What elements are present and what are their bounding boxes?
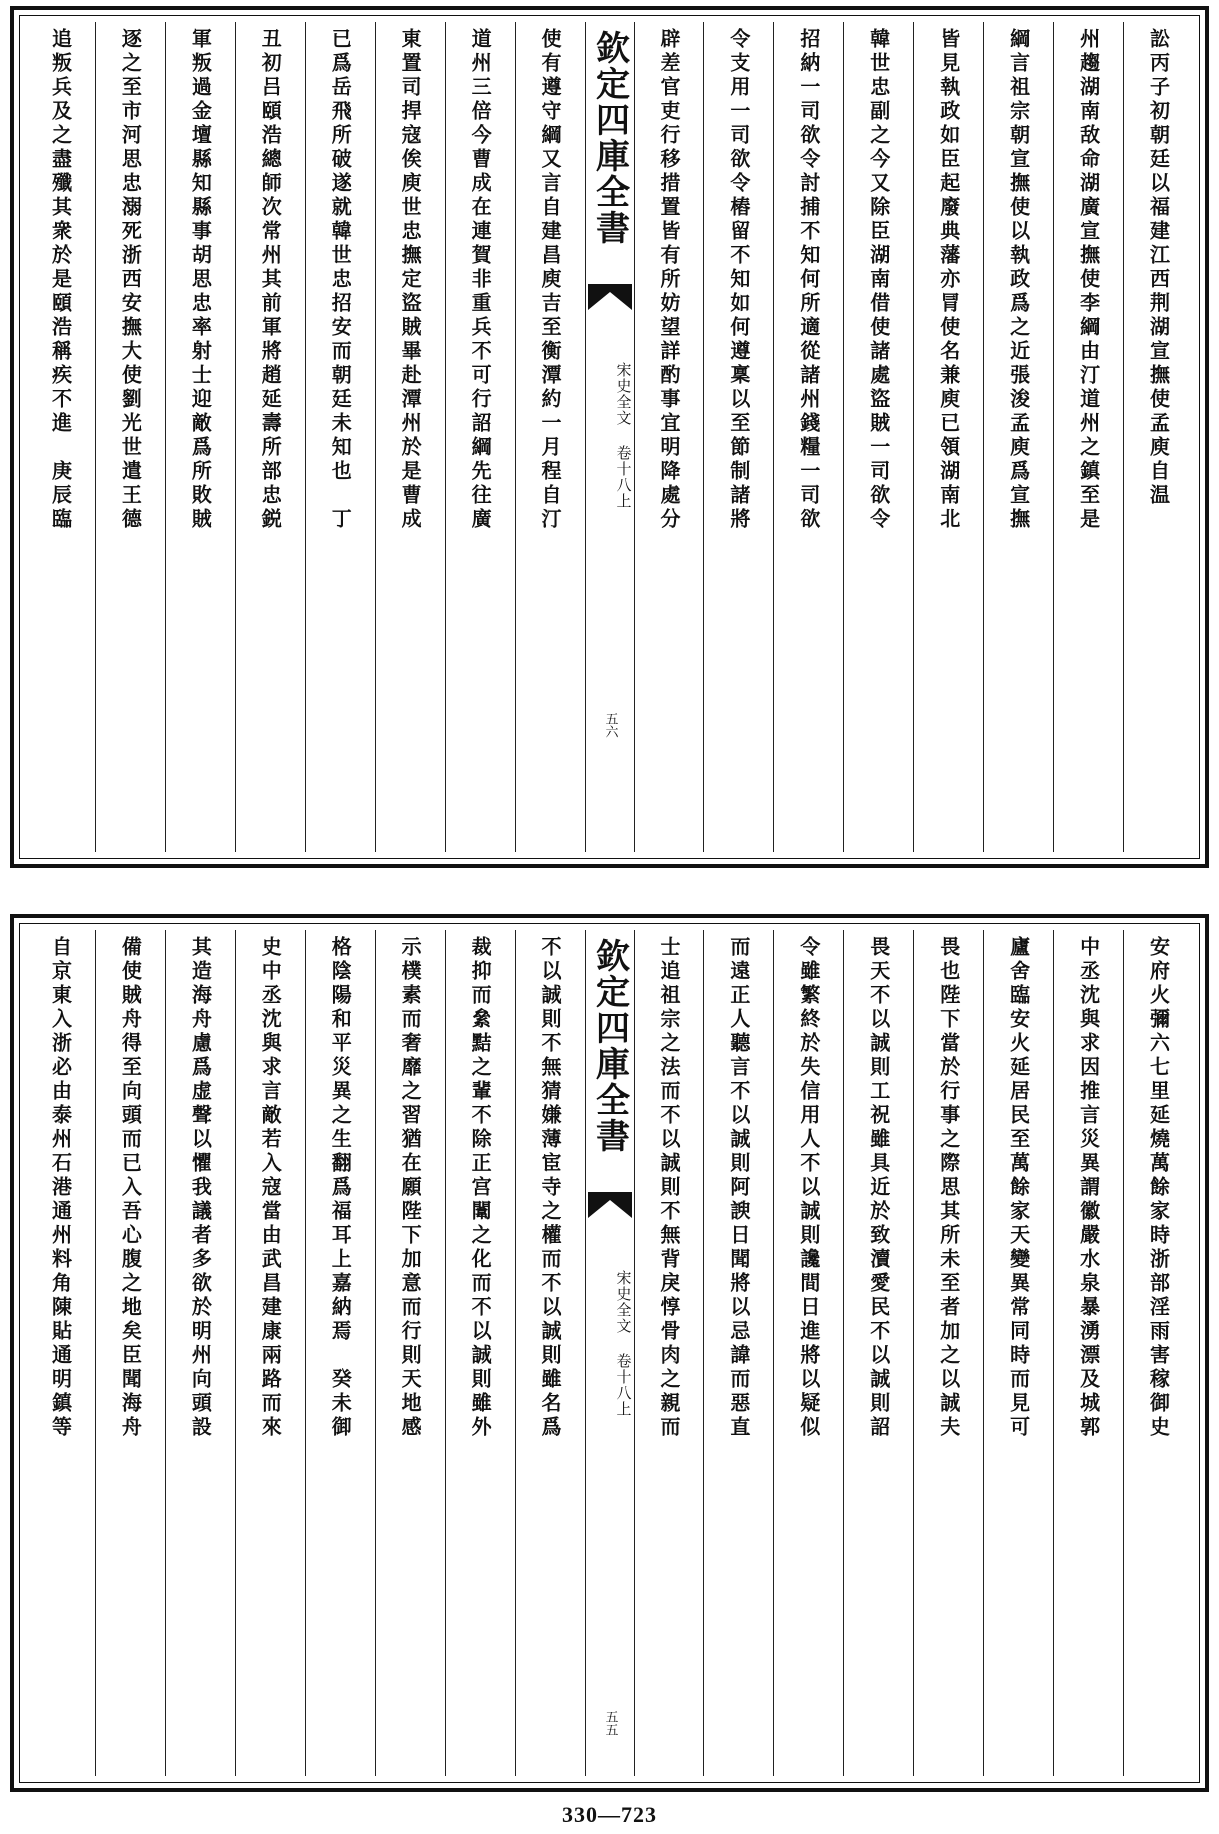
column-text: 綱言祖宗朝宣撫使以執政爲之近張浚孟庾爲宣撫: [1006, 28, 1031, 532]
text-column: [445, 930, 515, 1776]
text-column: [773, 22, 843, 852]
center-book-title: 宋史全文: [614, 362, 633, 426]
text-column: [305, 930, 375, 1776]
column-text: 東置司捍寇俟庾世忠撫定盜賊畢赴潭州於是曹成: [398, 28, 423, 532]
column-text: 備使賊舟得至向頭而已入吾心腹之地矣臣聞海舟: [118, 936, 143, 1440]
text-column: [703, 22, 773, 852]
center-margin: [585, 930, 634, 1776]
text-column: [26, 930, 95, 1776]
text-column: [375, 22, 445, 852]
column-text: 軍叛過金壇縣知縣事胡思忠率射士迎敵爲所敗賊: [188, 28, 213, 532]
column-text: 辟差官吏行移措置皆有所妨望詳酌事宜明降處分: [656, 28, 681, 532]
column-text: 使有遵守綱又言自建昌庾吉至衡潭約一月程自汀: [538, 28, 563, 532]
fishtail-mark-icon: [588, 1192, 632, 1220]
column-text: 追叛兵及之盡殲其衆於是頤浩稱疾不進 庚辰臨: [48, 28, 73, 532]
text-column: [165, 930, 235, 1776]
text-column: [703, 930, 773, 1776]
column-text: 已爲岳飛所破遂就韓世忠招安而朝廷未知也 丁: [328, 28, 353, 532]
text-column: [634, 930, 704, 1776]
column-text: 裁抑而絫黠之輩不除正宫闈之化而不以誠則雖外: [468, 936, 493, 1440]
center-title: 欽定四庫全書: [589, 30, 630, 246]
page-footer-number: 330—723: [562, 1802, 657, 1827]
text-column: [1053, 930, 1123, 1776]
text-column: [1123, 22, 1193, 852]
text-column: [235, 22, 305, 852]
column-text: 令雖繁終於失信用人不以誠則讒間日進將以疑似: [796, 936, 821, 1440]
column-text: 格陰陽和平災異之生翻爲福耳上嘉納焉 癸未御: [328, 936, 353, 1440]
column-text: 安府火彌六七里延燒萬餘家時浙部淫雨害稼御史: [1146, 936, 1171, 1440]
column-text: 中丞沈與求因推言災異謂徽嚴水泉暴湧漂及城郭: [1076, 936, 1101, 1440]
text-column: [843, 22, 913, 852]
center-margin: [585, 22, 634, 852]
text-column: [1123, 930, 1193, 1776]
column-text: 州趨湖南敌命湖廣宣撫使李綱由汀道州之鎮至是: [1076, 28, 1101, 532]
text-column: [515, 930, 585, 1776]
bottom-page: [10, 914, 1209, 1792]
column-text: 招納一司欲令討捕不知何所適從諸州錢糧一司欲: [796, 28, 821, 532]
text-column: [634, 22, 704, 852]
text-column: [26, 22, 95, 852]
text-column: [305, 22, 375, 852]
center-book-info: [586, 1270, 634, 1417]
column-text: 丑初吕頤浩總師次常州其前軍將趙延壽所部忠鋭: [258, 28, 283, 532]
text-column: [843, 930, 913, 1776]
column-text: 訟丙子初朝廷以福建江西荆湖宣撫使孟庾自温: [1146, 28, 1171, 508]
column-text: 示樸素而奢靡之習猶在願陛下加意而行則天地感: [398, 936, 423, 1440]
text-column: [1053, 22, 1123, 852]
center-page-number: 五五: [602, 1710, 618, 1736]
fishtail-mark-icon: [588, 284, 632, 312]
column-text: 畏也陛下當於行事之際思其所未至者加之以誠夫: [936, 936, 961, 1440]
top-page-columns: [26, 22, 1193, 852]
text-column: [983, 22, 1053, 852]
text-column: [913, 22, 983, 852]
column-text: 廬舍臨安火延居民至萬餘家天變異常同時而見可: [1006, 936, 1031, 1440]
column-text: 士追祖宗之法而不以誠則不無背戾惇骨肉之親而: [656, 936, 681, 1440]
column-text: 逐之至市河思忠溺死浙西安撫大使劉光世遣王德: [118, 28, 143, 532]
text-column: [445, 22, 515, 852]
center-juan: 卷十八上: [614, 445, 633, 509]
column-text: 不以誠則不無猜嫌薄宦寺之權而不以誠則雖名爲: [538, 936, 563, 1440]
column-text: 畏天不以誠則工祝雖具近於致瀆愛民不以誠則詔: [866, 936, 891, 1440]
center-book-title: 宋史全文: [614, 1270, 633, 1334]
text-column: [235, 930, 305, 1776]
text-column: [375, 930, 445, 1776]
center-page-number: 五六: [602, 712, 618, 738]
text-column: [165, 22, 235, 852]
column-text: 而遠正人聽言不以誠則阿諛日聞將以忌諱而惡直: [726, 936, 751, 1440]
bottom-page-columns: [26, 930, 1193, 1776]
text-column: [95, 22, 165, 852]
center-juan: 卷十八上: [614, 1353, 633, 1417]
column-text: 道州三倍今曹成在連賀非重兵不可行詔綱先往廣: [468, 28, 493, 532]
text-column: [983, 930, 1053, 1776]
text-column: [773, 930, 843, 1776]
column-text: 皆見執政如臣起廢典藩亦冐使名兼庾已領湖南北: [936, 28, 961, 532]
text-column: [913, 930, 983, 1776]
center-title: 欽定四庫全書: [589, 938, 630, 1154]
center-book-info: [586, 362, 634, 509]
column-text: 韓世忠副之今又除臣湖南借使諸處盜賊一司欲令: [866, 28, 891, 532]
column-text: 自京東入浙必由泰州石港通州料角陳貼通明鎮等: [48, 936, 73, 1440]
column-text: 其造海舟慮爲虚聲以懼我議者多欲於明州向頭設: [188, 936, 213, 1440]
text-column: [515, 22, 585, 852]
column-text: 史中丞沈與求言敵若入寇當由武昌建康兩路而來: [258, 936, 283, 1440]
column-text: 令支用一司欲令樁留不知如何遵稟以至節制諸將: [726, 28, 751, 532]
top-page: [10, 6, 1209, 868]
text-column: [95, 930, 165, 1776]
